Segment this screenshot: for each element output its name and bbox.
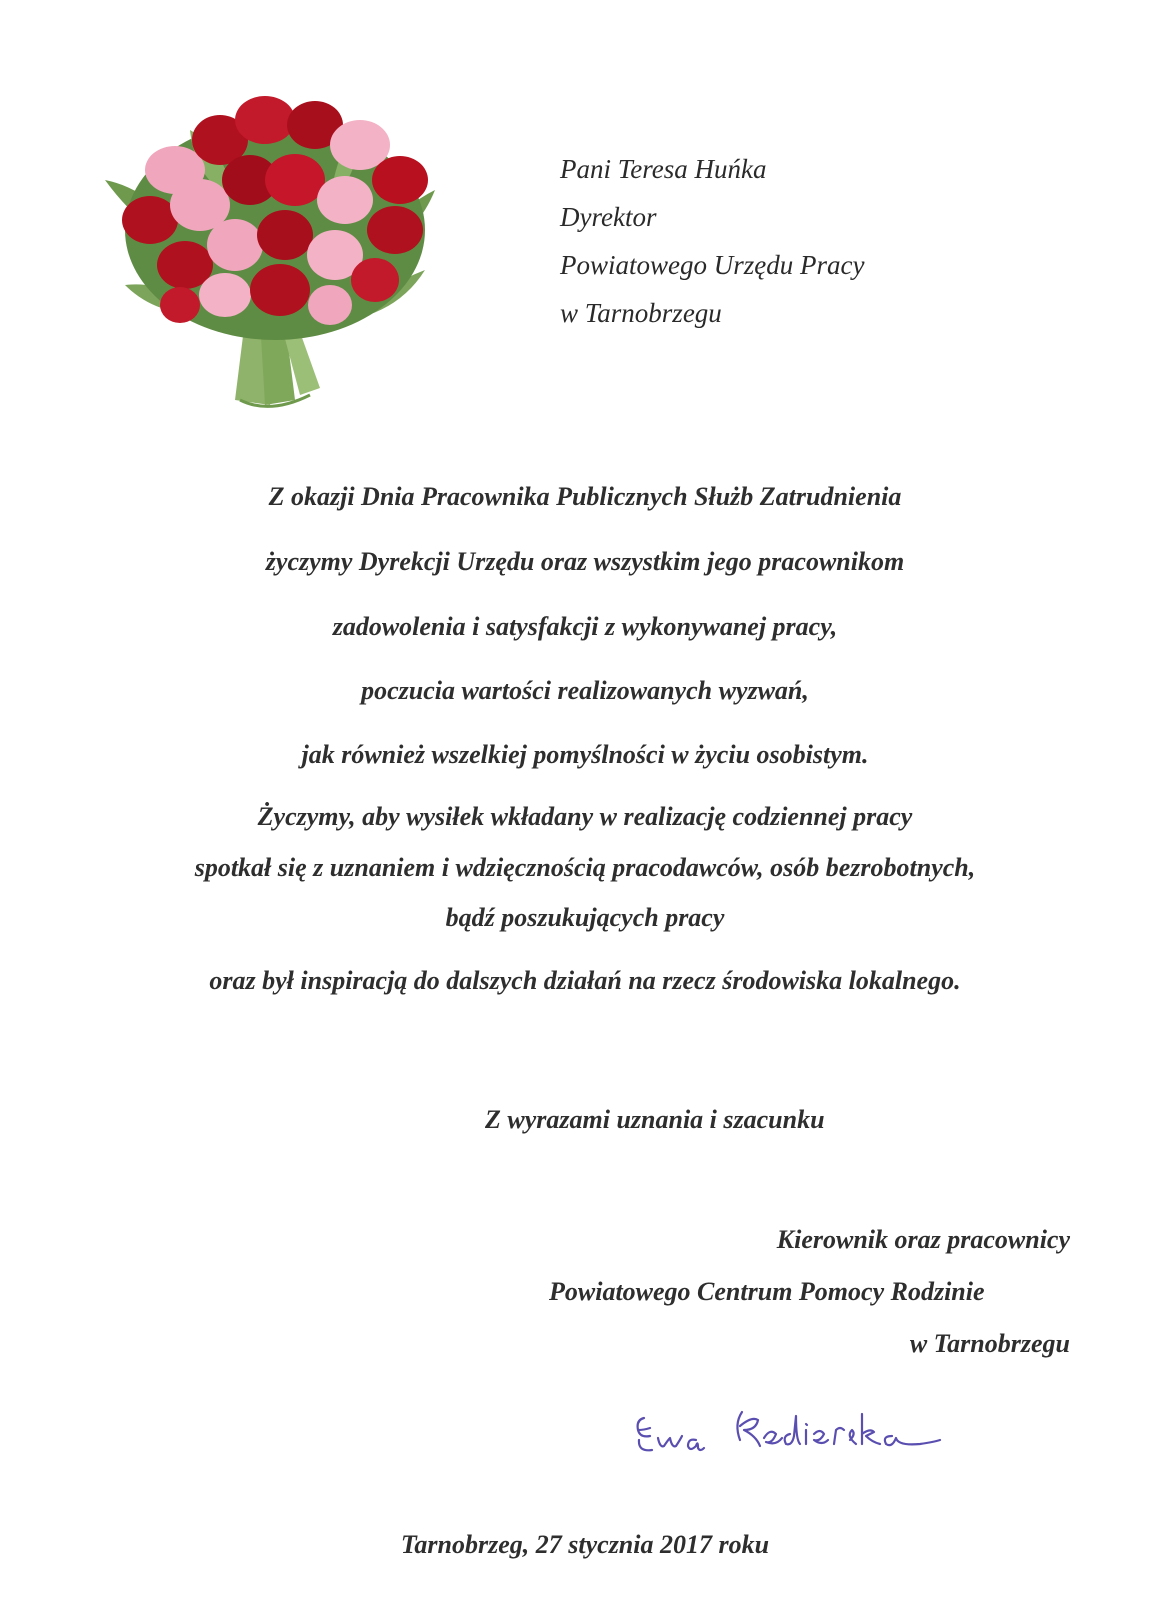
message-line: oraz był inspiracją do dalszych działań na rzecz środowiska lokalnego.	[209, 966, 961, 995]
addressee-organization: Powiatowego Urzędu Pracy	[560, 250, 865, 280]
message-line: jak również wszelkiej pomyślności w życiu osobistym.	[301, 740, 869, 769]
tulip-bouquet-image	[95, 70, 455, 415]
addressee-location: w Tarnobrzegu	[560, 298, 722, 328]
message-line: bądź poszukujących pracy	[445, 903, 725, 932]
message-line: poczucia wartości realizowanych wyzwań,	[361, 676, 809, 705]
addressee-block	[560, 145, 1080, 337]
handwritten-signature	[630, 1400, 950, 1470]
message-line: życzymy Dyrekcji Urzędu oraz wszystkim jego pracownikom	[265, 547, 905, 576]
letter-date: Tarnobrzeg, 27 stycznia 2017 roku	[400, 1530, 770, 1559]
message-line: Życzymy, aby wysiłek wkładany w realizację codziennej pracy	[257, 802, 913, 831]
addressee-name: Pani Teresa Huńka	[560, 154, 767, 184]
sender-role: Kierownik oraz pracownicy	[776, 1225, 1070, 1254]
message-line: Z okazji Dnia Pracownika Publicznych Służb Zatrudnienia	[268, 482, 902, 511]
sender-organization: Powiatowego Centrum Pomocy Rodzinie	[549, 1277, 985, 1306]
addressee-title: Dyrektor	[560, 202, 657, 232]
message-line: spotkał się z uznaniem i wdzięcznością pracodawców, osób bezrobotnych,	[194, 853, 976, 882]
sender-location: w Tarnobrzegu	[909, 1329, 1070, 1358]
message-line: zadowolenia i satysfakcji z wykonywanej pracy,	[332, 612, 838, 641]
closing-phrase: Z wyrazami uznania i szacunku	[485, 1105, 825, 1134]
